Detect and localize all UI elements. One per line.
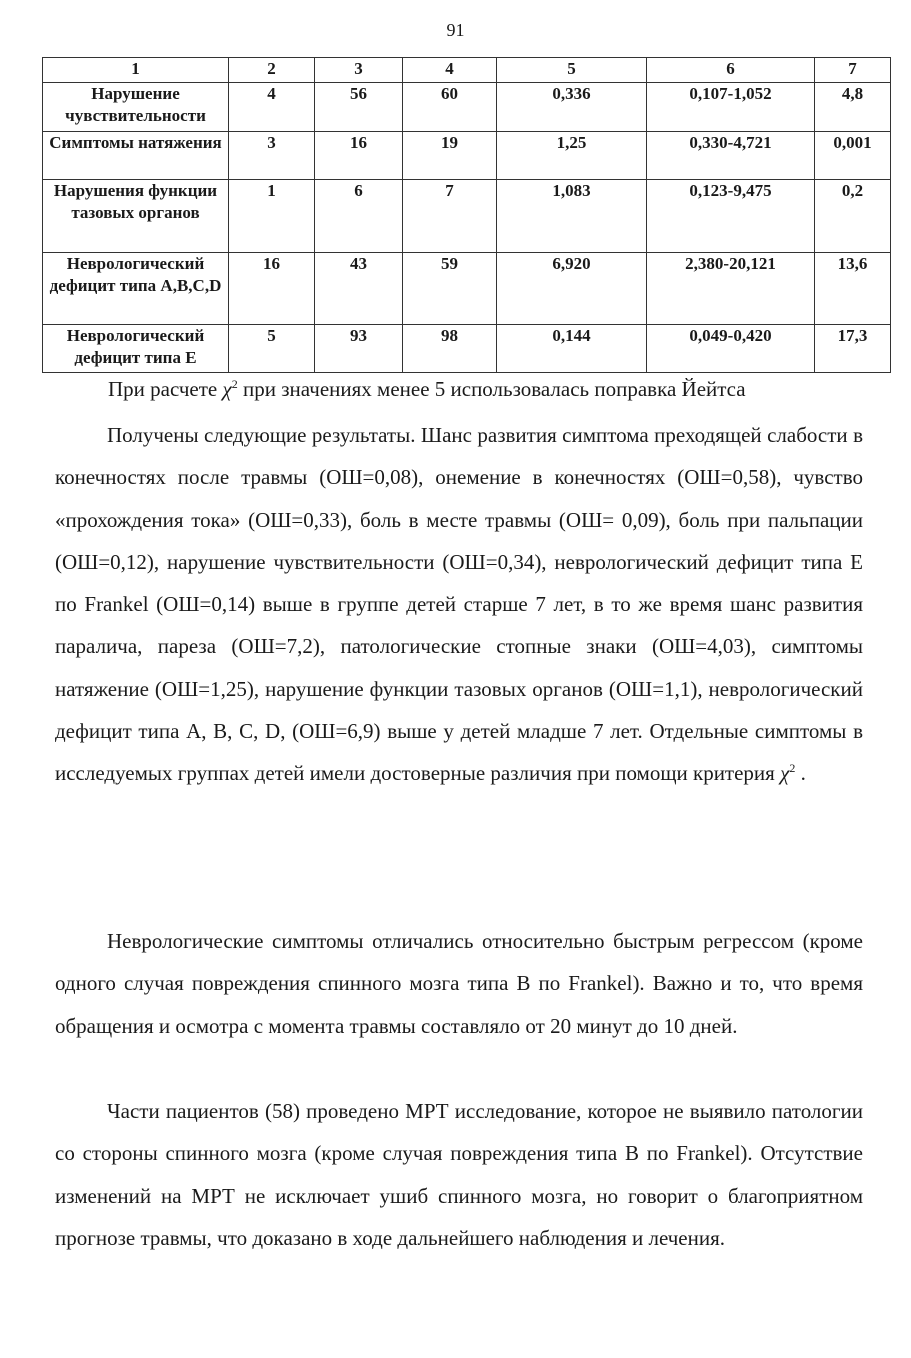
table-cell-label: Неврологический дефицит типа Е <box>43 325 229 373</box>
superscript: 2 <box>231 377 238 391</box>
table-row <box>43 180 891 253</box>
table-cell: 2,380-20,121 <box>647 253 815 325</box>
table-cell: 19 <box>403 132 497 180</box>
table-header-cell: 4 <box>403 58 497 83</box>
table-cell: 60 <box>403 83 497 132</box>
table-cell: 0,107-1,052 <box>647 83 815 132</box>
table-header-cell: 5 <box>497 58 647 83</box>
table-cell: 6 <box>315 180 403 253</box>
page-number: 91 <box>446 20 465 40</box>
table-cell: 4,8 <box>815 83 891 132</box>
table-cell: 93 <box>315 325 403 373</box>
results-table <box>42 57 891 373</box>
table-cell: 17,3 <box>815 325 891 373</box>
table-cell-label: Нарушение чувствительности <box>43 83 229 132</box>
footnote-text-before: При расчете <box>108 377 223 401</box>
table-cell: 1,083 <box>497 180 647 253</box>
table-cell: 5 <box>229 325 315 373</box>
table-cell: 98 <box>403 325 497 373</box>
table-row <box>43 325 891 373</box>
paragraph-text: Получены следующие результаты. Шанс развития симптома преходящей слабости в конечностях после травмы (ОШ=0,08), онемение в конечностях (ОШ=0,58), чувство «прохождения тока» (ОШ=0,33), боль в месте травмы (ОШ= 0,09), боль при пальпации (ОШ=0,12), нарушение чувствительности (ОШ=0,34), неврологический дефицит типа Е по Frankel (ОШ=0,14) выше в группе детей старше 7 лет, в то же время шанс развития паралича, пареза (ОШ=7,2), патологические стопные знаки (ОШ=4,03), симптомы натяжение (ОШ=1,25), нарушение функции тазовых органов (ОШ=1,1), неврологический дефицит типа А, В, С, D, (ОШ=6,9) выше у детей младше 7 лет. Отдельные симптомы в исследуемых группах детей имели достоверные различия при помощи критерия <box>55 423 863 786</box>
table-cell: 0,144 <box>497 325 647 373</box>
table-cell: 3 <box>229 132 315 180</box>
table-header-cell: 7 <box>815 58 891 83</box>
table-cell: 7 <box>403 180 497 253</box>
regression-paragraph: Неврологические симптомы отличались относительно быстрым регрессом (кроме одного случая повреждения спинного мозга типа В по Frankel). Важно и то, что время обращения и осмотра с момента травмы составляло от 20 минут до 10 дней. <box>55 929 863 1038</box>
table-cell: 1,25 <box>497 132 647 180</box>
table-cell: 0,049-0,420 <box>647 325 815 373</box>
table-cell-label: Симптомы натяжения <box>43 132 229 180</box>
table-cell: 43 <box>315 253 403 325</box>
table-cell: 13,6 <box>815 253 891 325</box>
table-cell: 0,330-4,721 <box>647 132 815 180</box>
table-row <box>43 253 891 325</box>
table-cell: 4 <box>229 83 315 132</box>
table-header-cell: 3 <box>315 58 403 83</box>
superscript: 2 <box>789 761 796 776</box>
paragraph-end: . <box>795 761 806 786</box>
table-cell: 0,336 <box>497 83 647 132</box>
table-header-cell: 6 <box>647 58 815 83</box>
table-cell: 0,2 <box>815 180 891 253</box>
table-cell-label: Неврологический дефицит типа A,B,C,D <box>43 253 229 325</box>
table-header-cell: 1 <box>43 58 229 83</box>
chi-symbol: χ <box>222 377 232 401</box>
results-paragraph <box>55 414 863 795</box>
table-cell: 0,123-9,475 <box>647 180 815 253</box>
table-header-cell: 2 <box>229 58 315 83</box>
chi-symbol: χ <box>780 761 790 786</box>
mri-paragraph: Части пациентов (58) проведено МРТ исследование, которое не выявило патологии со стороны спинного мозга (кроме случая повреждения типа В по Frankel). Отсутствие изменений на МРТ не исключает ушиб спинного мозга, но говорит о благоприятном прогнозе травмы, что доказано в ходе дальнейшего наблюдения и лечения. <box>55 1099 863 1250</box>
table-cell: 59 <box>403 253 497 325</box>
table-cell: 56 <box>315 83 403 132</box>
table-row <box>43 83 891 132</box>
table-cell: 0,001 <box>815 132 891 180</box>
table-cell: 16 <box>315 132 403 180</box>
table-row <box>43 132 891 180</box>
table-cell-label: Нарушения функции тазовых органов <box>43 180 229 253</box>
footnote-text-after: при значениях менее 5 использовалась поправка Йейтса <box>237 377 746 401</box>
table-footnote <box>108 374 888 404</box>
table-cell: 1 <box>229 180 315 253</box>
table-header-row <box>43 58 891 83</box>
table-cell: 6,920 <box>497 253 647 325</box>
table-cell: 16 <box>229 253 315 325</box>
